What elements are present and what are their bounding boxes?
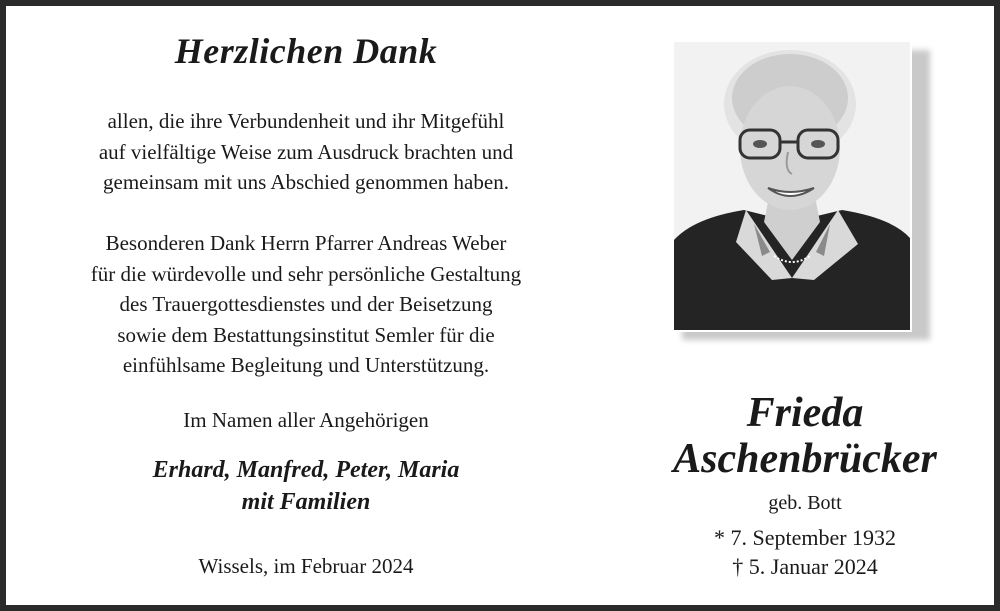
obituary-card xyxy=(6,6,994,605)
signature-intro: Im Namen aller Angehörigen xyxy=(183,408,429,432)
portrait-photo-icon xyxy=(674,42,910,330)
thanks-paragraph-1 xyxy=(6,106,606,198)
deceased-last-name: Aschenbrücker xyxy=(673,436,937,482)
signature-line: Erhard, Manfred, Peter, Maria xyxy=(152,457,460,483)
text-line: sowie dem Bestattungsinstitut Semler für die xyxy=(117,322,495,347)
text-line: gemeinsam mit uns Abschied genommen haben. xyxy=(103,170,509,194)
thanks-paragraph-2 xyxy=(6,228,606,381)
portrait-frame xyxy=(672,40,934,342)
thanks-column xyxy=(6,6,606,605)
signature-names xyxy=(6,454,606,518)
text-line: einfühlsame Begleitung und Unterstützung. xyxy=(122,353,490,377)
text-line: allen, die ihre Verbundenheit und ihr Mitgefühl xyxy=(107,109,505,133)
text-line: Besonderen Dank Herrn Pfarrer Andreas Weber xyxy=(105,231,507,255)
birth-name: geb. Bott xyxy=(768,492,842,514)
deceased-first-name: Frieda xyxy=(746,390,864,436)
place-date: Wissels, im Februar 2024 xyxy=(198,554,414,578)
birth-date: * 7. September 1932 xyxy=(713,525,897,550)
death-date: † 5. Januar 2024 xyxy=(732,554,878,579)
text-line: auf vielfältige Weise zum Ausdruck brachten und xyxy=(98,139,514,164)
text-line: des Trauergottesdienstes und der Beisetzung xyxy=(119,292,493,316)
portrait-photo xyxy=(672,40,912,332)
life-dates xyxy=(616,523,994,581)
page-title: Herzlichen Dank xyxy=(174,31,438,71)
signature-line: mit Familien xyxy=(241,489,371,515)
text-line: für die würdevolle und sehr persönliche Gestaltung xyxy=(90,261,522,286)
deceased-column xyxy=(616,6,994,605)
